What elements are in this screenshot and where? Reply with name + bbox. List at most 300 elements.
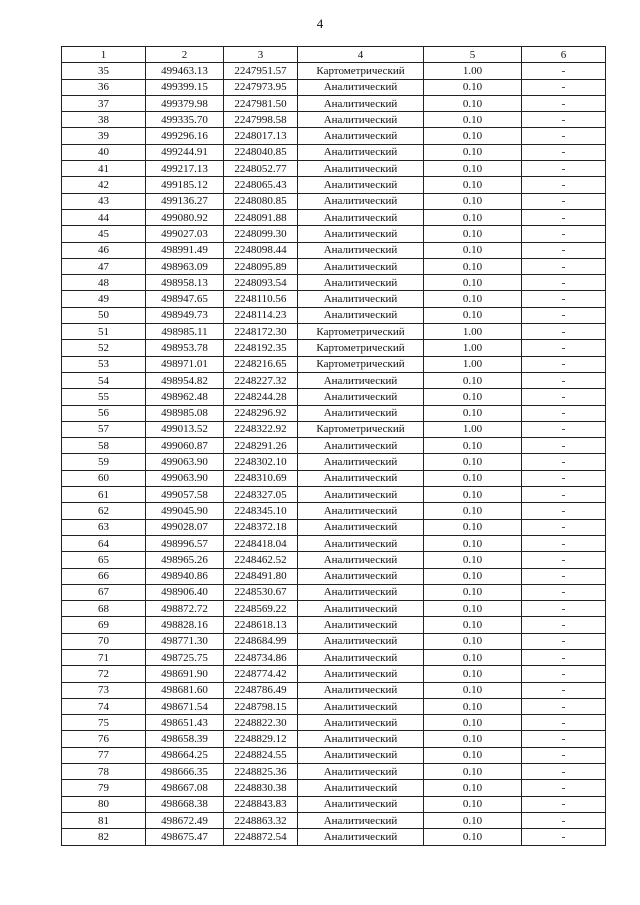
- note-cell: -: [522, 633, 606, 649]
- accuracy-cell: 0.10: [424, 649, 522, 665]
- method-cell: Аналитический: [298, 535, 424, 551]
- note-cell: -: [522, 829, 606, 845]
- table-row: [62, 340, 606, 356]
- method-cell: Аналитический: [298, 209, 424, 225]
- method-cell: Аналитический: [298, 258, 424, 274]
- note-cell: -: [522, 780, 606, 796]
- accuracy-cell: 0.10: [424, 161, 522, 177]
- method-cell: Аналитический: [298, 275, 424, 291]
- method-cell: Аналитический: [298, 389, 424, 405]
- x-coordinate-cell: 498985.08: [146, 405, 224, 421]
- table-row: [62, 698, 606, 714]
- method-cell: Аналитический: [298, 796, 424, 812]
- note-cell: -: [522, 503, 606, 519]
- y-coordinate-cell: 2248863.32: [224, 812, 298, 828]
- accuracy-cell: 0.10: [424, 275, 522, 291]
- x-coordinate-cell: 498985.11: [146, 324, 224, 340]
- method-cell: Аналитический: [298, 812, 424, 828]
- x-coordinate-cell: 498725.75: [146, 649, 224, 665]
- x-coordinate-cell: 499063.90: [146, 454, 224, 470]
- note-cell: -: [522, 796, 606, 812]
- y-coordinate-cell: 2248302.10: [224, 454, 298, 470]
- point-number-cell: 52: [62, 340, 146, 356]
- point-number-cell: 46: [62, 242, 146, 258]
- table-row: [62, 568, 606, 584]
- point-number-cell: 41: [62, 161, 146, 177]
- accuracy-cell: 0.10: [424, 666, 522, 682]
- method-cell: Аналитический: [298, 405, 424, 421]
- accuracy-cell: 0.10: [424, 291, 522, 307]
- x-coordinate-cell: 498666.35: [146, 764, 224, 780]
- table-row: [62, 682, 606, 698]
- note-cell: -: [522, 242, 606, 258]
- point-number-cell: 42: [62, 177, 146, 193]
- y-coordinate-cell: 2248618.13: [224, 617, 298, 633]
- accuracy-cell: 1.00: [424, 63, 522, 79]
- table-row: [62, 209, 606, 225]
- x-coordinate-cell: 498658.39: [146, 731, 224, 747]
- point-number-cell: 76: [62, 731, 146, 747]
- x-coordinate-cell: 498691.90: [146, 666, 224, 682]
- x-coordinate-cell: 498671.54: [146, 698, 224, 714]
- x-coordinate-cell: 498953.78: [146, 340, 224, 356]
- column-header: 2: [146, 47, 224, 63]
- method-cell: Аналитический: [298, 649, 424, 665]
- accuracy-cell: 0.10: [424, 177, 522, 193]
- point-number-cell: 39: [62, 128, 146, 144]
- table-row: [62, 796, 606, 812]
- accuracy-cell: 0.10: [424, 389, 522, 405]
- coordinates-table: [61, 46, 606, 846]
- table-row: [62, 584, 606, 600]
- table-row: [62, 503, 606, 519]
- method-cell: Аналитический: [298, 829, 424, 845]
- method-cell: Аналитический: [298, 682, 424, 698]
- table-row: [62, 535, 606, 551]
- note-cell: -: [522, 649, 606, 665]
- method-cell: Аналитический: [298, 519, 424, 535]
- point-number-cell: 45: [62, 226, 146, 242]
- point-number-cell: 56: [62, 405, 146, 421]
- table-row: [62, 177, 606, 193]
- x-coordinate-cell: 499063.90: [146, 470, 224, 486]
- method-cell: Аналитический: [298, 372, 424, 388]
- method-cell: Аналитический: [298, 112, 424, 128]
- accuracy-cell: 0.10: [424, 372, 522, 388]
- point-number-cell: 71: [62, 649, 146, 665]
- y-coordinate-cell: 2247951.57: [224, 63, 298, 79]
- note-cell: -: [522, 682, 606, 698]
- method-cell: Аналитический: [298, 193, 424, 209]
- note-cell: -: [522, 454, 606, 470]
- note-cell: -: [522, 128, 606, 144]
- table-row: [62, 715, 606, 731]
- x-coordinate-cell: 499028.07: [146, 519, 224, 535]
- y-coordinate-cell: 2248017.13: [224, 128, 298, 144]
- method-cell: Аналитический: [298, 177, 424, 193]
- y-coordinate-cell: 2248099.30: [224, 226, 298, 242]
- point-number-cell: 49: [62, 291, 146, 307]
- method-cell: Картометрический: [298, 356, 424, 372]
- point-number-cell: 65: [62, 552, 146, 568]
- note-cell: -: [522, 372, 606, 388]
- table-row: [62, 291, 606, 307]
- x-coordinate-cell: 498971.01: [146, 356, 224, 372]
- table-row: [62, 144, 606, 160]
- table-row: [62, 666, 606, 682]
- accuracy-cell: 0.10: [424, 633, 522, 649]
- note-cell: -: [522, 601, 606, 617]
- note-cell: -: [522, 258, 606, 274]
- y-coordinate-cell: 2248110.56: [224, 291, 298, 307]
- accuracy-cell: 1.00: [424, 356, 522, 372]
- note-cell: -: [522, 79, 606, 95]
- y-coordinate-cell: 2248825.36: [224, 764, 298, 780]
- point-number-cell: 58: [62, 438, 146, 454]
- y-coordinate-cell: 2248296.92: [224, 405, 298, 421]
- method-cell: Аналитический: [298, 633, 424, 649]
- x-coordinate-cell: 498958.13: [146, 275, 224, 291]
- y-coordinate-cell: 2248829.12: [224, 731, 298, 747]
- note-cell: -: [522, 812, 606, 828]
- accuracy-cell: 0.10: [424, 519, 522, 535]
- note-cell: -: [522, 617, 606, 633]
- y-coordinate-cell: 2248322.92: [224, 421, 298, 437]
- y-coordinate-cell: 2248244.28: [224, 389, 298, 405]
- note-cell: -: [522, 470, 606, 486]
- table-row: [62, 552, 606, 568]
- point-number-cell: 81: [62, 812, 146, 828]
- point-number-cell: 62: [62, 503, 146, 519]
- y-coordinate-cell: 2248872.54: [224, 829, 298, 845]
- y-coordinate-cell: 2248098.44: [224, 242, 298, 258]
- point-number-cell: 43: [62, 193, 146, 209]
- point-number-cell: 38: [62, 112, 146, 128]
- point-number-cell: 40: [62, 144, 146, 160]
- note-cell: -: [522, 764, 606, 780]
- x-coordinate-cell: 498940.86: [146, 568, 224, 584]
- y-coordinate-cell: 2248684.99: [224, 633, 298, 649]
- point-number-cell: 53: [62, 356, 146, 372]
- accuracy-cell: 0.10: [424, 698, 522, 714]
- accuracy-cell: 0.10: [424, 470, 522, 486]
- note-cell: -: [522, 340, 606, 356]
- method-cell: Аналитический: [298, 503, 424, 519]
- x-coordinate-cell: 498906.40: [146, 584, 224, 600]
- table-row: [62, 275, 606, 291]
- point-number-cell: 60: [62, 470, 146, 486]
- point-number-cell: 79: [62, 780, 146, 796]
- note-cell: -: [522, 389, 606, 405]
- column-header: 1: [62, 47, 146, 63]
- table-row: [62, 601, 606, 617]
- y-coordinate-cell: 2248065.43: [224, 177, 298, 193]
- point-number-cell: 68: [62, 601, 146, 617]
- accuracy-cell: 0.10: [424, 552, 522, 568]
- note-cell: -: [522, 209, 606, 225]
- point-number-cell: 67: [62, 584, 146, 600]
- note-cell: -: [522, 731, 606, 747]
- point-number-cell: 61: [62, 487, 146, 503]
- table-row: [62, 161, 606, 177]
- accuracy-cell: 0.10: [424, 568, 522, 584]
- x-coordinate-cell: 498771.30: [146, 633, 224, 649]
- y-coordinate-cell: 2248093.54: [224, 275, 298, 291]
- x-coordinate-cell: 499185.12: [146, 177, 224, 193]
- method-cell: Аналитический: [298, 698, 424, 714]
- point-number-cell: 75: [62, 715, 146, 731]
- y-coordinate-cell: 2248822.30: [224, 715, 298, 731]
- x-coordinate-cell: 499060.87: [146, 438, 224, 454]
- y-coordinate-cell: 2248824.55: [224, 747, 298, 763]
- note-cell: -: [522, 584, 606, 600]
- x-coordinate-cell: 499013.52: [146, 421, 224, 437]
- x-coordinate-cell: 499057.58: [146, 487, 224, 503]
- table-row: [62, 421, 606, 437]
- y-coordinate-cell: 2248372.18: [224, 519, 298, 535]
- note-cell: -: [522, 161, 606, 177]
- table-row: [62, 438, 606, 454]
- point-number-cell: 80: [62, 796, 146, 812]
- note-cell: -: [522, 519, 606, 535]
- note-cell: -: [522, 405, 606, 421]
- x-coordinate-cell: 498664.25: [146, 747, 224, 763]
- table-row: [62, 405, 606, 421]
- note-cell: -: [522, 177, 606, 193]
- table-row: [62, 812, 606, 828]
- method-cell: Аналитический: [298, 242, 424, 258]
- y-coordinate-cell: 2247973.95: [224, 79, 298, 95]
- method-cell: Аналитический: [298, 584, 424, 600]
- y-coordinate-cell: 2248569.22: [224, 601, 298, 617]
- method-cell: Аналитический: [298, 715, 424, 731]
- table-row: [62, 519, 606, 535]
- y-coordinate-cell: 2248418.04: [224, 535, 298, 551]
- table-header-row: [62, 47, 606, 63]
- y-coordinate-cell: 2248734.86: [224, 649, 298, 665]
- y-coordinate-cell: 2248462.52: [224, 552, 298, 568]
- point-number-cell: 57: [62, 421, 146, 437]
- note-cell: -: [522, 568, 606, 584]
- y-coordinate-cell: 2248327.05: [224, 487, 298, 503]
- accuracy-cell: 0.10: [424, 438, 522, 454]
- x-coordinate-cell: 498965.26: [146, 552, 224, 568]
- x-coordinate-cell: 499463.13: [146, 63, 224, 79]
- x-coordinate-cell: 498962.48: [146, 389, 224, 405]
- point-number-cell: 51: [62, 324, 146, 340]
- accuracy-cell: 0.10: [424, 715, 522, 731]
- table-row: [62, 780, 606, 796]
- accuracy-cell: 0.10: [424, 682, 522, 698]
- y-coordinate-cell: 2248227.32: [224, 372, 298, 388]
- table-row: [62, 324, 606, 340]
- note-cell: -: [522, 112, 606, 128]
- accuracy-cell: 0.10: [424, 812, 522, 828]
- method-cell: Аналитический: [298, 568, 424, 584]
- point-number-cell: 66: [62, 568, 146, 584]
- column-header: 4: [298, 47, 424, 63]
- table-row: [62, 470, 606, 486]
- x-coordinate-cell: 498963.09: [146, 258, 224, 274]
- point-number-cell: 48: [62, 275, 146, 291]
- table-row: [62, 372, 606, 388]
- table-row: [62, 226, 606, 242]
- accuracy-cell: 0.10: [424, 226, 522, 242]
- table-row: [62, 764, 606, 780]
- x-coordinate-cell: 499045.90: [146, 503, 224, 519]
- method-cell: Картометрический: [298, 421, 424, 437]
- x-coordinate-cell: 499080.92: [146, 209, 224, 225]
- table-row: [62, 617, 606, 633]
- accuracy-cell: 0.10: [424, 731, 522, 747]
- x-coordinate-cell: 498651.43: [146, 715, 224, 731]
- method-cell: Аналитический: [298, 144, 424, 160]
- point-number-cell: 54: [62, 372, 146, 388]
- table-row: [62, 242, 606, 258]
- accuracy-cell: 0.10: [424, 193, 522, 209]
- accuracy-cell: 1.00: [424, 324, 522, 340]
- note-cell: -: [522, 291, 606, 307]
- x-coordinate-cell: 498949.73: [146, 307, 224, 323]
- method-cell: Аналитический: [298, 747, 424, 763]
- y-coordinate-cell: 2247998.58: [224, 112, 298, 128]
- y-coordinate-cell: 2248095.89: [224, 258, 298, 274]
- y-coordinate-cell: 2248530.67: [224, 584, 298, 600]
- method-cell: Аналитический: [298, 487, 424, 503]
- method-cell: Аналитический: [298, 666, 424, 682]
- y-coordinate-cell: 2248798.15: [224, 698, 298, 714]
- x-coordinate-cell: 498675.47: [146, 829, 224, 845]
- point-number-cell: 59: [62, 454, 146, 470]
- y-coordinate-cell: 2248310.69: [224, 470, 298, 486]
- table-row: [62, 193, 606, 209]
- point-number-cell: 36: [62, 79, 146, 95]
- table-row: [62, 747, 606, 763]
- note-cell: -: [522, 535, 606, 551]
- method-cell: Аналитический: [298, 601, 424, 617]
- table-row: [62, 454, 606, 470]
- note-cell: -: [522, 226, 606, 242]
- table-row: [62, 829, 606, 845]
- accuracy-cell: 0.10: [424, 829, 522, 845]
- accuracy-cell: 0.10: [424, 764, 522, 780]
- point-number-cell: 77: [62, 747, 146, 763]
- method-cell: Аналитический: [298, 617, 424, 633]
- note-cell: -: [522, 698, 606, 714]
- accuracy-cell: 0.10: [424, 601, 522, 617]
- x-coordinate-cell: 498947.65: [146, 291, 224, 307]
- x-coordinate-cell: 499244.91: [146, 144, 224, 160]
- y-coordinate-cell: 2248291.26: [224, 438, 298, 454]
- table-row: [62, 112, 606, 128]
- accuracy-cell: 0.10: [424, 796, 522, 812]
- point-number-cell: 64: [62, 535, 146, 551]
- x-coordinate-cell: 498828.16: [146, 617, 224, 633]
- x-coordinate-cell: 499027.03: [146, 226, 224, 242]
- method-cell: Аналитический: [298, 226, 424, 242]
- accuracy-cell: 0.10: [424, 209, 522, 225]
- note-cell: -: [522, 193, 606, 209]
- accuracy-cell: 0.10: [424, 258, 522, 274]
- accuracy-cell: 1.00: [424, 421, 522, 437]
- method-cell: Аналитический: [298, 470, 424, 486]
- y-coordinate-cell: 2248491.80: [224, 568, 298, 584]
- accuracy-cell: 0.10: [424, 128, 522, 144]
- point-number-cell: 47: [62, 258, 146, 274]
- table-row: [62, 63, 606, 79]
- accuracy-cell: 0.10: [424, 95, 522, 111]
- note-cell: -: [522, 144, 606, 160]
- point-number-cell: 50: [62, 307, 146, 323]
- y-coordinate-cell: 2248774.42: [224, 666, 298, 682]
- table-body: [62, 63, 606, 845]
- note-cell: -: [522, 666, 606, 682]
- x-coordinate-cell: 499335.70: [146, 112, 224, 128]
- table-row: [62, 731, 606, 747]
- point-number-cell: 69: [62, 617, 146, 633]
- point-number-cell: 44: [62, 209, 146, 225]
- method-cell: Аналитический: [298, 438, 424, 454]
- x-coordinate-cell: 499399.15: [146, 79, 224, 95]
- method-cell: Аналитический: [298, 764, 424, 780]
- point-number-cell: 55: [62, 389, 146, 405]
- y-coordinate-cell: 2248080.85: [224, 193, 298, 209]
- x-coordinate-cell: 499379.98: [146, 95, 224, 111]
- y-coordinate-cell: 2248192.35: [224, 340, 298, 356]
- column-header: 5: [424, 47, 522, 63]
- point-number-cell: 82: [62, 829, 146, 845]
- method-cell: Аналитический: [298, 95, 424, 111]
- x-coordinate-cell: 499217.13: [146, 161, 224, 177]
- x-coordinate-cell: 499136.27: [146, 193, 224, 209]
- accuracy-cell: 0.10: [424, 535, 522, 551]
- accuracy-cell: 0.10: [424, 503, 522, 519]
- note-cell: -: [522, 63, 606, 79]
- column-header: 3: [224, 47, 298, 63]
- table-row: [62, 128, 606, 144]
- method-cell: Аналитический: [298, 731, 424, 747]
- method-cell: Аналитический: [298, 291, 424, 307]
- x-coordinate-cell: 499296.16: [146, 128, 224, 144]
- method-cell: Аналитический: [298, 552, 424, 568]
- table-row: [62, 79, 606, 95]
- accuracy-cell: 0.10: [424, 747, 522, 763]
- accuracy-cell: 0.10: [424, 307, 522, 323]
- table-row: [62, 356, 606, 372]
- point-number-cell: 37: [62, 95, 146, 111]
- y-coordinate-cell: 2248114.23: [224, 307, 298, 323]
- x-coordinate-cell: 498681.60: [146, 682, 224, 698]
- note-cell: -: [522, 275, 606, 291]
- x-coordinate-cell: 498668.38: [146, 796, 224, 812]
- y-coordinate-cell: 2248830.38: [224, 780, 298, 796]
- accuracy-cell: 0.10: [424, 405, 522, 421]
- x-coordinate-cell: 498672.49: [146, 812, 224, 828]
- accuracy-cell: 0.10: [424, 780, 522, 796]
- table-row: [62, 258, 606, 274]
- accuracy-cell: 0.10: [424, 79, 522, 95]
- x-coordinate-cell: 498954.82: [146, 372, 224, 388]
- method-cell: Аналитический: [298, 79, 424, 95]
- point-number-cell: 72: [62, 666, 146, 682]
- note-cell: -: [522, 307, 606, 323]
- y-coordinate-cell: 2248040.85: [224, 144, 298, 160]
- method-cell: Аналитический: [298, 307, 424, 323]
- note-cell: -: [522, 715, 606, 731]
- x-coordinate-cell: 498996.57: [146, 535, 224, 551]
- x-coordinate-cell: 498872.72: [146, 601, 224, 617]
- note-cell: -: [522, 421, 606, 437]
